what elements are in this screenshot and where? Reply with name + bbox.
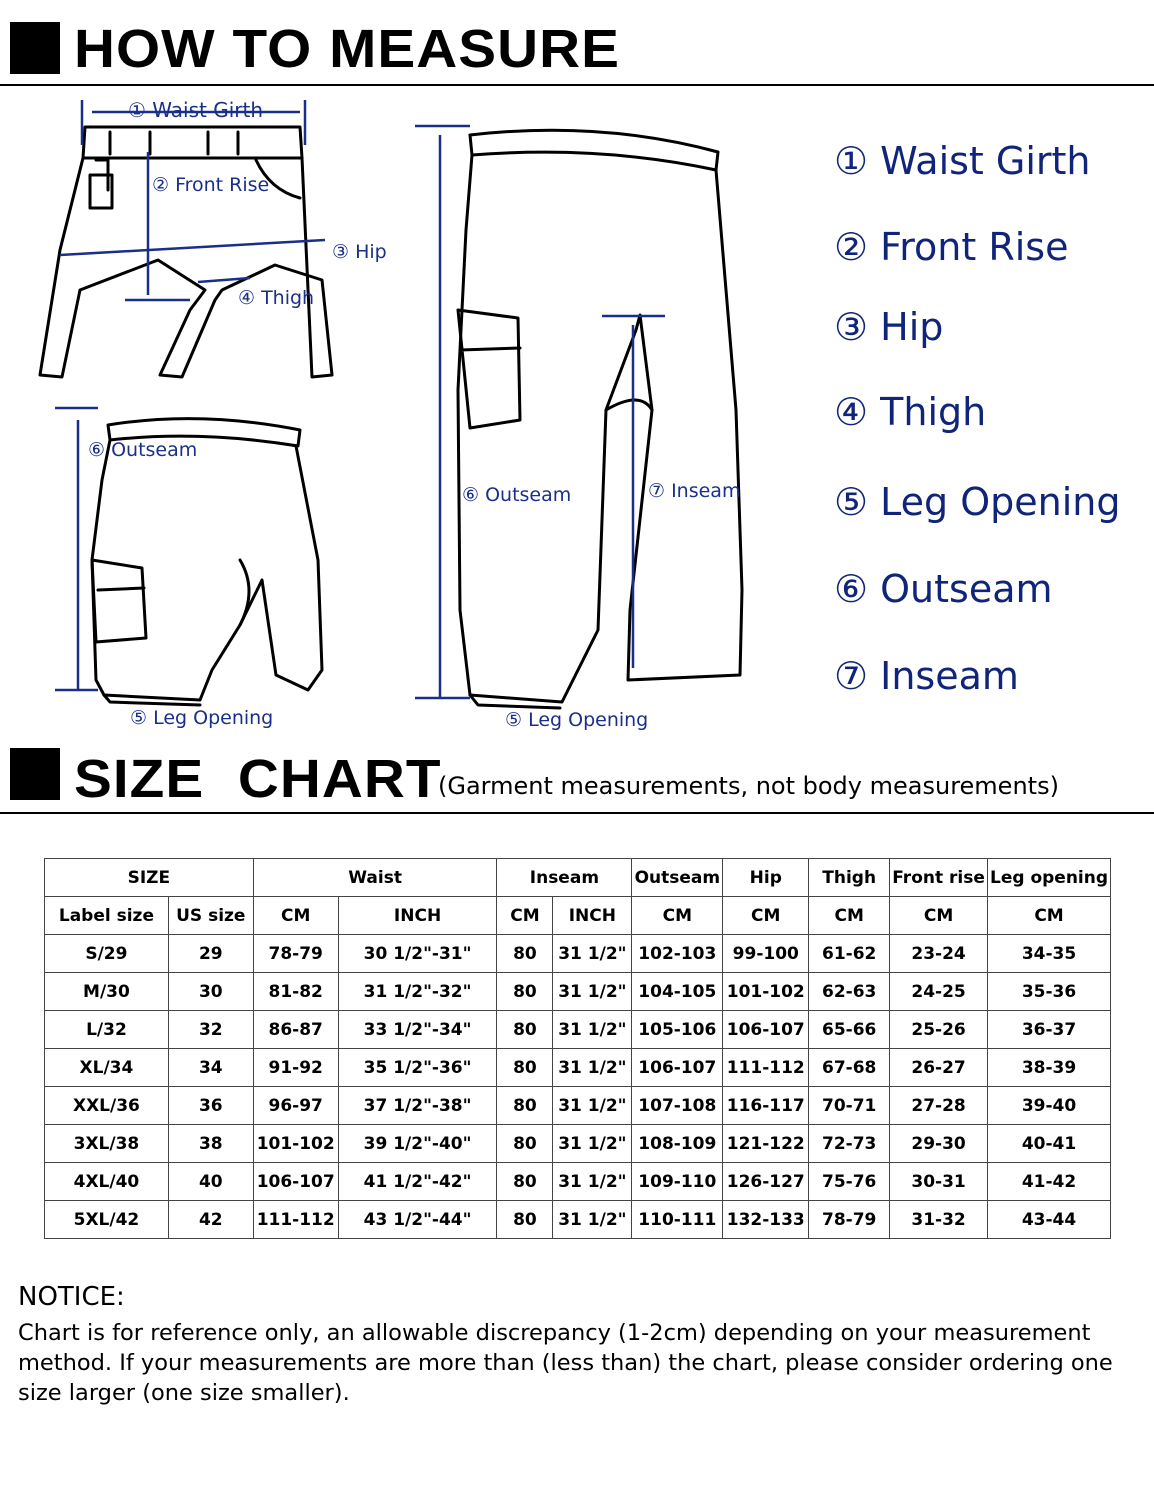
table-cell: XXL/36 (45, 1087, 169, 1125)
header-outseam: Outseam (632, 859, 723, 897)
table-cell: 27-28 (890, 1087, 988, 1125)
table-cell: 91-92 (253, 1049, 338, 1087)
table-cell: 110-111 (632, 1201, 723, 1239)
table-cell: 36 (168, 1087, 253, 1125)
table-cell: 31 1/2"-32" (338, 973, 497, 1011)
legend-item-outseam: ⑥ Outseam (834, 567, 1053, 611)
table-cell: 81-82 (253, 973, 338, 1011)
size-chart-title: SIZE CHART (74, 749, 442, 809)
table-cell: 109-110 (632, 1163, 723, 1201)
table-row (45, 1125, 1111, 1163)
legend-item-thigh: ④ Thigh (834, 390, 987, 434)
table-cell: 65-66 (809, 1011, 890, 1049)
table-cell: 101-102 (253, 1125, 338, 1163)
table-cell: 80 (497, 1087, 553, 1125)
table-cell: 101-102 (723, 973, 809, 1011)
table-cell: 107-108 (632, 1087, 723, 1125)
table-cell: 3XL/38 (45, 1125, 169, 1163)
table-row (45, 973, 1111, 1011)
table-cell: 35-36 (988, 973, 1111, 1011)
table-cell: 80 (497, 1049, 553, 1087)
table-row (45, 935, 1111, 973)
table-cell: 31 1/2" (553, 935, 632, 973)
table-row (45, 1201, 1111, 1239)
legend-item-leg-opening: ⑤ Leg Opening (834, 480, 1121, 524)
size-chart-divider (0, 812, 1154, 814)
table-cell: 96-97 (253, 1087, 338, 1125)
table-cell: 30-31 (890, 1163, 988, 1201)
legend-item-inseam: ⑦ Inseam (834, 654, 1019, 698)
table-cell: 80 (497, 1125, 553, 1163)
table-cell: 106-107 (723, 1011, 809, 1049)
label-inseam: ⑦ Inseam (648, 480, 741, 502)
header-inseam: Inseam (497, 859, 632, 897)
table-cell: 31 1/2" (553, 1125, 632, 1163)
size-chart-block-marker (10, 748, 60, 800)
table-cell: 80 (497, 1163, 553, 1201)
label-leg-opening-short: ⑤ Leg Opening (130, 707, 274, 729)
subheader-cell: CM (723, 897, 809, 935)
table-cell: 108-109 (632, 1125, 723, 1163)
label-waist-girth: ① Waist Girth (128, 98, 264, 122)
table-cell: 34 (168, 1049, 253, 1087)
table-cell: 26-27 (890, 1049, 988, 1087)
table-cell: 61-62 (809, 935, 890, 973)
table-cell: 38-39 (988, 1049, 1111, 1087)
subheader-cell: Label size (45, 897, 169, 935)
subheader-cell: CM (253, 897, 338, 935)
table-cell: L/32 (45, 1011, 169, 1049)
table-cell: 111-112 (253, 1201, 338, 1239)
table-cell: 4XL/40 (45, 1163, 169, 1201)
table-cell: 99-100 (723, 935, 809, 973)
header-size: SIZE (45, 859, 254, 897)
table-cell: 80 (497, 1011, 553, 1049)
header-waist: Waist (253, 859, 497, 897)
header-leg-opening: Leg opening (988, 859, 1111, 897)
subheader-cell: US size (168, 897, 253, 935)
table-cell: 41 1/2"-42" (338, 1163, 497, 1201)
front-view-pants-drawing (40, 127, 332, 377)
table-cell: 35 1/2"-36" (338, 1049, 497, 1087)
label-front-rise: ② Front Rise (152, 174, 270, 196)
table-cell: 34-35 (988, 935, 1111, 973)
table-cell: 86-87 (253, 1011, 338, 1049)
table-cell: 80 (497, 935, 553, 973)
table-cell: 78-79 (809, 1201, 890, 1239)
measurement-arrows (55, 100, 665, 698)
table-cell: 102-103 (632, 935, 723, 973)
legend-item-waist-girth: ① Waist Girth (834, 139, 1091, 183)
how-to-measure-title: HOW TO MEASURE (74, 19, 621, 79)
legend-item-front-rise: ② Front Rise (834, 225, 1069, 269)
table-cell: 43-44 (988, 1201, 1111, 1239)
table-cell: 75-76 (809, 1163, 890, 1201)
table-row (45, 1011, 1111, 1049)
table-cell: 43 1/2"-44" (338, 1201, 497, 1239)
table-cell: 23-24 (890, 935, 988, 973)
short-shorts-drawing (92, 419, 322, 705)
measurement-diagrams (0, 90, 800, 740)
label-leg-opening-long: ⑤ Leg Opening (505, 709, 649, 731)
subheader-cell: CM (988, 897, 1111, 935)
subheader-cell: CM (890, 897, 988, 935)
table-cell: 111-112 (723, 1049, 809, 1087)
table-cell: 33 1/2"-34" (338, 1011, 497, 1049)
label-hip: ③ Hip (332, 241, 387, 263)
table-cell: 31 1/2" (553, 1163, 632, 1201)
table-cell: 38 (168, 1125, 253, 1163)
heading-block-marker (10, 22, 60, 74)
table-cell: 41-42 (988, 1163, 1111, 1201)
table-cell: 31 1/2" (553, 973, 632, 1011)
table-row (45, 1087, 1111, 1125)
table-cell: 121-122 (723, 1125, 809, 1163)
table-cell: 31 1/2" (553, 1011, 632, 1049)
table-group-header-row (45, 859, 1111, 897)
table-cell: 42 (168, 1201, 253, 1239)
table-row (45, 1163, 1111, 1201)
table-cell: 80 (497, 1201, 553, 1239)
table-cell: 32 (168, 1011, 253, 1049)
table-cell: 36-37 (988, 1011, 1111, 1049)
subheader-cell: CM (632, 897, 723, 935)
table-cell: 31 1/2" (553, 1201, 632, 1239)
table-cell: 31 1/2" (553, 1049, 632, 1087)
table-cell: 104-105 (632, 973, 723, 1011)
header-front-rise: Front rise (890, 859, 988, 897)
long-shorts-drawing (458, 130, 742, 708)
table-cell: 116-117 (723, 1087, 809, 1125)
table-cell: S/29 (45, 935, 169, 973)
table-cell: 106-107 (253, 1163, 338, 1201)
table-cell: XL/34 (45, 1049, 169, 1087)
table-cell: 80 (497, 973, 553, 1011)
table-cell: M/30 (45, 973, 169, 1011)
table-sub-header-row (45, 897, 1111, 935)
table-cell: 106-107 (632, 1049, 723, 1087)
table-cell: 31 1/2" (553, 1087, 632, 1125)
table-cell: 62-63 (809, 973, 890, 1011)
subheader-cell: INCH (338, 897, 497, 935)
table-cell: 126-127 (723, 1163, 809, 1201)
table-cell: 5XL/42 (45, 1201, 169, 1239)
size-rows (45, 935, 1111, 1239)
subheader-cell: INCH (553, 897, 632, 935)
table-cell: 40 (168, 1163, 253, 1201)
label-outseam-short: ⑥ Outseam (88, 439, 198, 461)
size-chart-table (44, 858, 1111, 1239)
label-outseam-long: ⑥ Outseam (462, 484, 572, 506)
table-cell: 72-73 (809, 1125, 890, 1163)
table-cell: 70-71 (809, 1087, 890, 1125)
table-cell: 29-30 (890, 1125, 988, 1163)
notice-heading: NOTICE: (18, 1282, 125, 1312)
table-row (45, 1049, 1111, 1087)
notice-text: Chart is for reference only, an allowable discrepancy (1-2cm) depending on your measurement method. If your measurements are more than (less than) the chart, please consider ordering one size larger (one size smaller). (18, 1320, 1113, 1406)
header-thigh: Thigh (809, 859, 890, 897)
table-cell: 78-79 (253, 935, 338, 973)
legend-item-hip: ③ Hip (834, 305, 944, 349)
table-cell: 31-32 (890, 1201, 988, 1239)
subheader-cell: CM (809, 897, 890, 935)
size-chart-subtitle: (Garment measurements, not body measurements) (438, 772, 1059, 800)
table-cell: 39-40 (988, 1087, 1111, 1125)
header-divider (0, 84, 1154, 86)
table-cell: 30 (168, 973, 253, 1011)
table-cell: 29 (168, 935, 253, 973)
subheader-cell: CM (497, 897, 553, 935)
table-cell: 25-26 (890, 1011, 988, 1049)
table-cell: 37 1/2"-38" (338, 1087, 497, 1125)
header-hip: Hip (723, 859, 809, 897)
table-cell: 24-25 (890, 973, 988, 1011)
table-cell: 30 1/2"-31" (338, 935, 497, 973)
table-cell: 39 1/2"-40" (338, 1125, 497, 1163)
table-cell: 105-106 (632, 1011, 723, 1049)
table-cell: 132-133 (723, 1201, 809, 1239)
table-cell: 40-41 (988, 1125, 1111, 1163)
table-cell: 67-68 (809, 1049, 890, 1087)
label-thigh: ④ Thigh (238, 287, 315, 309)
